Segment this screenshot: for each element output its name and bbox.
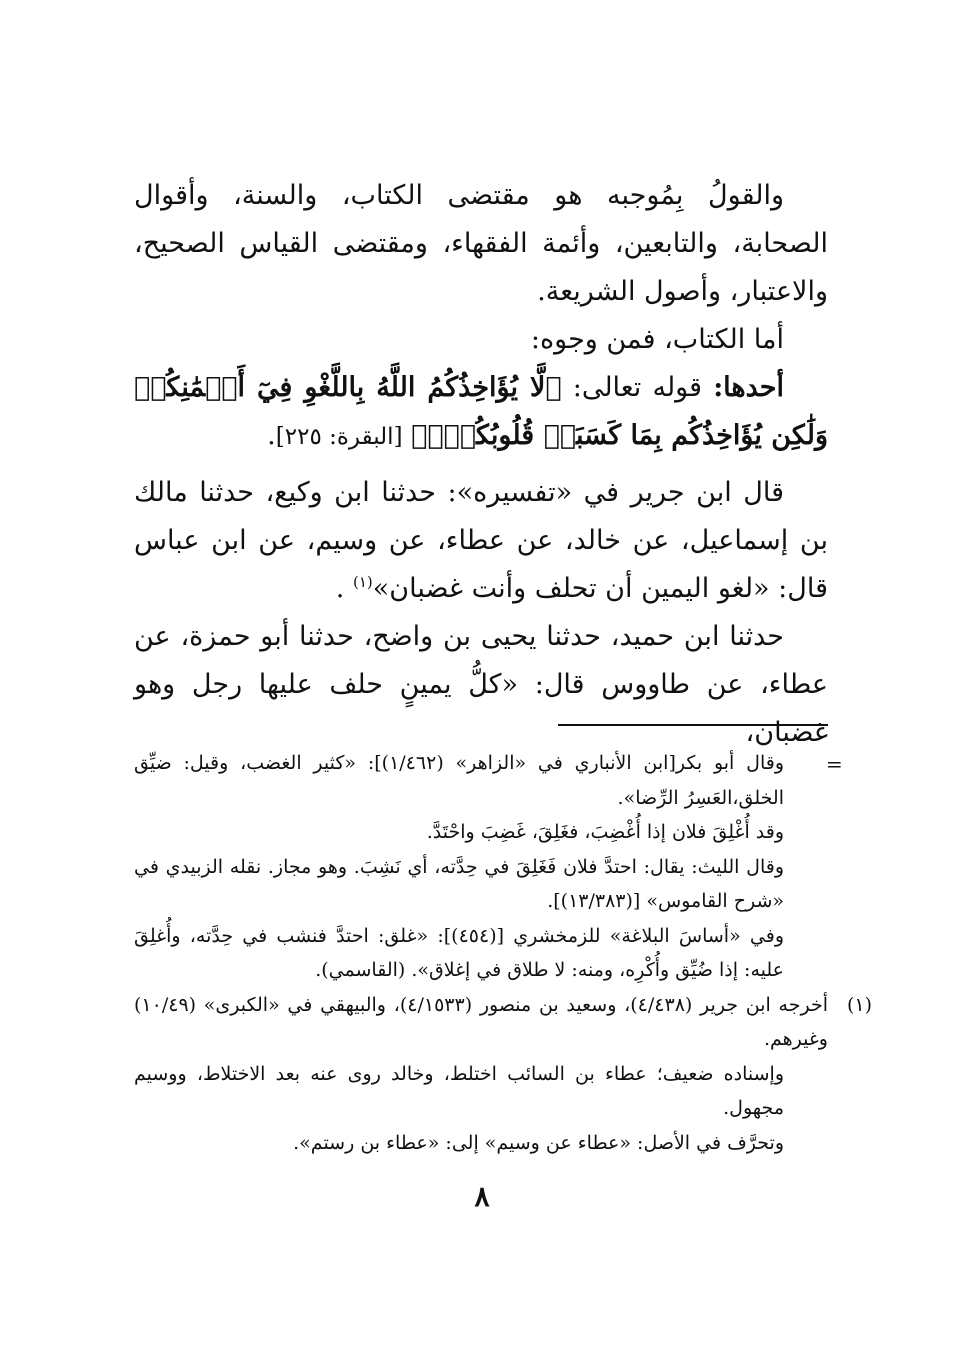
footnote-1 [134,988,872,1057]
footnote-marker: (١) [352,573,373,591]
footnote-1-text: أخرجه ابن جرير (٤/٤٣٨)، وسعيد بن منصور (٤/١٥٣٣)، والبيهقي في «الكبرى» (١٠/٤٩) وغيرهم. [134,993,828,1050]
paragraph-5: حدثنا ابن حميد، حدثنا يحيى بن واضح، حدثنا أبو حمزة، عن عطاء، عن طاووس قال: «كلُّ يمينٍ حلف عليها رجل وهو غضبان، [134,621,828,748]
paragraph-4-text: قال ابن جرير في «تفسيره»: حدثنا ابن وكيع، حدثنا مالك بن إسماعيل، عن خالد، عن عطاء، عن وسيم، عن ابن عباس قال: «لغو اليمين أن تحلف وأنت غضبان» [134,477,828,604]
verse-reference: [البقرة: ٢٢٥] [275,424,403,450]
first-point-label: أحدها: [713,372,784,403]
period: . [335,573,345,604]
paragraph-4 [134,469,828,613]
footnote-separator [558,724,828,726]
note-line-6: وتحرَّف في الأصل: «عطاء عن وسيم» إلى: «عطاء بن رستم». [293,1131,784,1154]
main-text [134,172,828,757]
note-line-3: وقال الليث: يقال: احتدَّ فلان فَغَلِقَ في حِدَّته، أي نَشِبَ. وهو مجاز. نقله الزبيدي في «شرح القاموس» [(١٣/٣٨٣)]. [134,855,784,912]
period: . [267,420,276,451]
page-number: ٨ [474,1180,490,1213]
note-line-2: وقد أُغْلِقَ فلان إذا أُغْضِبَ، فغَلِقَ، غَضِبَ واحْتَدَّ. [426,821,784,843]
paragraph-3 [134,364,828,461]
note-line-4: وفي «أساسَ البلاغة» للزمخشري [(٤٥٤)]: «غلق: احتدَّ فنشب في حِدَّته، وأُغلِقَ عليه: إذا ضُيِّق وأُكْرِه، ومنه: لا طلاق في إغلاق». (القاسمي). [134,924,785,981]
note-line-5: وإسناده ضعيف؛ عطاء بن السائب اختلط، وخالد روى عنه بعد الاختلاط، ووسيم مجهول. [134,1062,784,1119]
continuation-mark: = [826,752,843,776]
quran-verse: ﴿لَّا يُؤَاخِذُكُمُ اللَّهُ بِاللَّغْوِ فِيٓ أَيۡمَٰنِكُمۡ وَلَٰكِن يُؤَاخِذُكُم بِمَا كَسَبَتۡ قُلُوبُكُمۡۗ﴾ [134,372,828,451]
paragraph-2: أما الكتاب، فمن وجوه: [530,324,784,355]
paragraph-1: والقولُ بِمُوجبه هو مقتضى الكتاب، والسنة، وأقوال الصحابة، والتابعين، وأئمة الفقهاء، ومقتضى القياس الصحيح، والاعتبار، وأصول الشريعة. [134,180,828,307]
footnote-1-number: (١) [846,993,872,1016]
verse-intro: قوله تعالى: [572,372,703,403]
footnotes [134,746,872,1160]
note-line-1: وقال أبو بكر[ابن الأنباري في «الزاهر» (١/٤٦٢)]: «كثير الغضب، وقيل: ضيِّق الخلق،العَسِرُ الرِّضا». [134,752,784,809]
